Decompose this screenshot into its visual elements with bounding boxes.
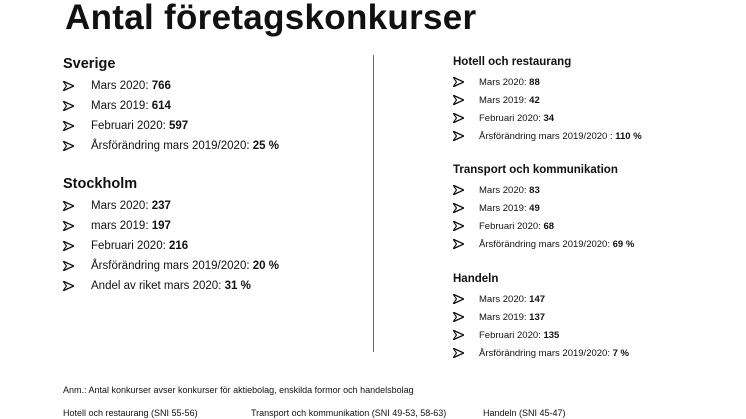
item-value: 135 bbox=[543, 329, 560, 341]
list-item bbox=[453, 73, 642, 91]
section-heading: Transport och kommunikation bbox=[453, 164, 618, 176]
item-label: Mars 2020: bbox=[479, 293, 530, 305]
list-item bbox=[453, 217, 634, 235]
item-label: Mars 2020: bbox=[479, 76, 530, 88]
item-value: 25 % bbox=[252, 140, 279, 152]
footnote: Anm.: Antal konkurser avser konkurser för aktiebolag, enskilda formor och handelsbolag bbox=[63, 385, 414, 395]
bullet-list bbox=[63, 196, 279, 296]
section-heading: Handeln bbox=[453, 273, 499, 285]
item-value: 614 bbox=[151, 100, 171, 112]
list-item bbox=[63, 76, 279, 96]
arrow-bullet-icon bbox=[453, 185, 479, 195]
list-item bbox=[63, 256, 279, 276]
page-title: Antal företagskonkurser bbox=[65, 0, 477, 37]
list-item bbox=[453, 235, 634, 253]
bullet-list bbox=[63, 76, 279, 156]
item-label: Årsförändring mars 2019/2020: bbox=[479, 347, 613, 359]
item-value: 110 % bbox=[615, 130, 642, 142]
arrow-bullet-icon bbox=[453, 203, 479, 213]
item-label: Mars 2020: bbox=[91, 80, 152, 92]
section-heading: Hotell och restaurang bbox=[453, 56, 572, 68]
arrow-bullet-icon bbox=[453, 221, 479, 231]
item-value: 597 bbox=[169, 120, 189, 132]
stockholm-section bbox=[63, 175, 279, 296]
arrow-bullet-icon bbox=[63, 101, 91, 111]
list-item bbox=[453, 91, 642, 109]
item-value: 42 bbox=[529, 94, 540, 106]
list-item bbox=[63, 96, 279, 116]
item-label: Februari 2020: bbox=[91, 240, 169, 252]
list-item bbox=[63, 216, 279, 236]
list-item bbox=[453, 127, 642, 145]
section-heading: Stockholm bbox=[63, 176, 138, 192]
list-item bbox=[63, 196, 279, 216]
section-heading: Sverige bbox=[63, 56, 116, 72]
arrow-bullet-icon bbox=[63, 141, 91, 151]
item-value: 766 bbox=[151, 80, 171, 92]
bullet-list bbox=[453, 73, 642, 145]
sni-transport: Transport och kommunikation (SNI 49-53, 58-63) bbox=[251, 408, 447, 418]
list-item bbox=[63, 116, 279, 136]
handeln-section bbox=[453, 272, 629, 362]
item-label: Mars 2019: bbox=[479, 202, 530, 214]
item-label: Andel av riket mars 2020: bbox=[91, 280, 225, 292]
hotell-section bbox=[453, 55, 642, 145]
item-label: Februari 2020: bbox=[479, 329, 544, 341]
list-item bbox=[453, 290, 629, 308]
item-label: Årsförändring mars 2019/2020: bbox=[91, 140, 253, 152]
arrow-bullet-icon bbox=[453, 113, 479, 123]
item-label: mars 2019: bbox=[91, 220, 152, 232]
item-value: 137 bbox=[529, 311, 546, 323]
item-label: Årsförändring mars 2019/2020 : bbox=[479, 130, 616, 142]
arrow-bullet-icon bbox=[63, 81, 91, 91]
arrow-bullet-icon bbox=[453, 239, 479, 249]
item-value: 69 % bbox=[612, 238, 635, 250]
item-value: 216 bbox=[169, 240, 189, 252]
arrow-bullet-icon bbox=[63, 201, 91, 211]
list-item bbox=[453, 326, 629, 344]
item-value: 7 % bbox=[612, 347, 629, 359]
item-label: Mars 2019: bbox=[479, 311, 530, 323]
sni-hotell: Hotell och restaurang (SNI 55-56) bbox=[63, 408, 198, 418]
item-label: Februari 2020: bbox=[479, 220, 544, 232]
column-divider bbox=[373, 55, 374, 352]
item-value: 49 bbox=[529, 202, 540, 214]
arrow-bullet-icon bbox=[63, 221, 91, 231]
item-label: Årsförändring mars 2019/2020: bbox=[91, 260, 253, 272]
list-item bbox=[453, 109, 642, 127]
item-label: Mars 2020: bbox=[479, 184, 530, 196]
bullet-list bbox=[453, 290, 629, 362]
item-value: 197 bbox=[151, 220, 171, 232]
arrow-bullet-icon bbox=[453, 312, 479, 322]
item-label: Mars 2019: bbox=[479, 94, 530, 106]
item-value: 237 bbox=[151, 200, 171, 212]
arrow-bullet-icon bbox=[453, 348, 479, 358]
item-value: 34 bbox=[543, 112, 555, 124]
list-item bbox=[63, 236, 279, 256]
item-label: Mars 2020: bbox=[91, 200, 152, 212]
list-item bbox=[453, 199, 634, 217]
list-item bbox=[63, 276, 279, 296]
arrow-bullet-icon bbox=[453, 95, 479, 105]
item-value: 88 bbox=[529, 76, 540, 88]
item-label: Februari 2020: bbox=[479, 112, 544, 124]
arrow-bullet-icon bbox=[63, 261, 91, 271]
item-value: 31 % bbox=[224, 280, 251, 292]
arrow-bullet-icon bbox=[453, 330, 479, 340]
list-item bbox=[63, 136, 279, 156]
item-value: 147 bbox=[529, 293, 546, 305]
item-value: 83 bbox=[529, 184, 540, 196]
sni-handeln: Handeln (SNI 45-47) bbox=[483, 408, 566, 418]
sverige-section bbox=[63, 55, 279, 156]
bullet-list bbox=[453, 181, 634, 253]
item-value: 20 % bbox=[252, 260, 279, 272]
list-item bbox=[453, 308, 629, 326]
list-item bbox=[453, 181, 634, 199]
arrow-bullet-icon bbox=[63, 241, 91, 251]
item-label: Årsförändring mars 2019/2020: bbox=[479, 238, 613, 250]
arrow-bullet-icon bbox=[63, 281, 91, 291]
arrow-bullet-icon bbox=[453, 131, 479, 141]
item-label: Mars 2019: bbox=[91, 100, 152, 112]
arrow-bullet-icon bbox=[63, 121, 91, 131]
item-label: Februari 2020: bbox=[91, 120, 169, 132]
transport-section bbox=[453, 163, 634, 253]
item-value: 68 bbox=[543, 220, 555, 232]
arrow-bullet-icon bbox=[453, 294, 479, 304]
arrow-bullet-icon bbox=[453, 77, 479, 87]
list-item bbox=[453, 344, 629, 362]
